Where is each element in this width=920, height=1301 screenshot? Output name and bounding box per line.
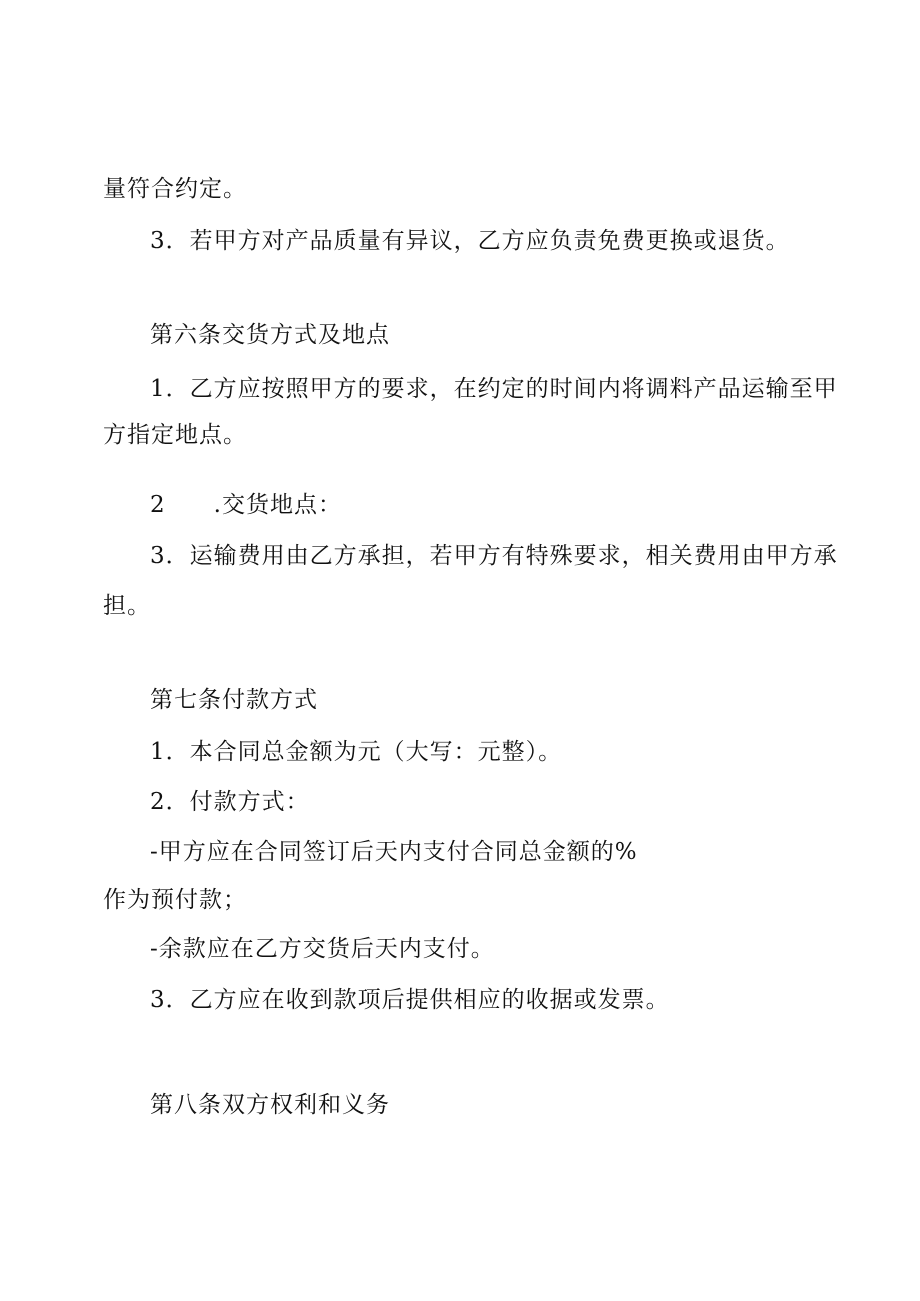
- paragraph-line: 方指定地点。: [103, 422, 247, 448]
- clause-item: 3．若甲方对产品质量有异议，乙方应负责免费更换或退货。: [150, 228, 790, 254]
- clause-item: 2．付款方式：: [150, 789, 310, 815]
- list-item: -余款应在乙方交货后天内支付。: [150, 936, 495, 962]
- clause-item: [150, 491, 342, 519]
- paragraph-line: 担。: [103, 593, 151, 619]
- article-heading: 第八条双方权利和义务: [150, 1092, 390, 1118]
- article-heading: 第六条交货方式及地点: [150, 322, 390, 348]
- list-item: -甲方应在合同签订后天内支付合同总金额的%: [150, 839, 638, 865]
- paragraph-line: 量符合约定。: [103, 176, 247, 202]
- clause-item: 3．运输费用由乙方承担，若甲方有特殊要求，相关费用由甲方承: [150, 543, 838, 569]
- clause-item: 1．乙方应按照甲方的要求，在约定的时间内将调料产品运输至甲: [150, 376, 838, 402]
- clause-item: 1．本合同总金额为元（大写：元整）。: [150, 739, 563, 765]
- article-heading: 第七条付款方式: [150, 687, 318, 713]
- clause-item: 3．乙方应在收到款项后提供相应的收据或发票。: [150, 987, 670, 1013]
- paragraph-line: 作为预付款；: [103, 887, 247, 913]
- clause-text: .交货地点：: [213, 492, 342, 518]
- clause-number: 2: [150, 492, 166, 518]
